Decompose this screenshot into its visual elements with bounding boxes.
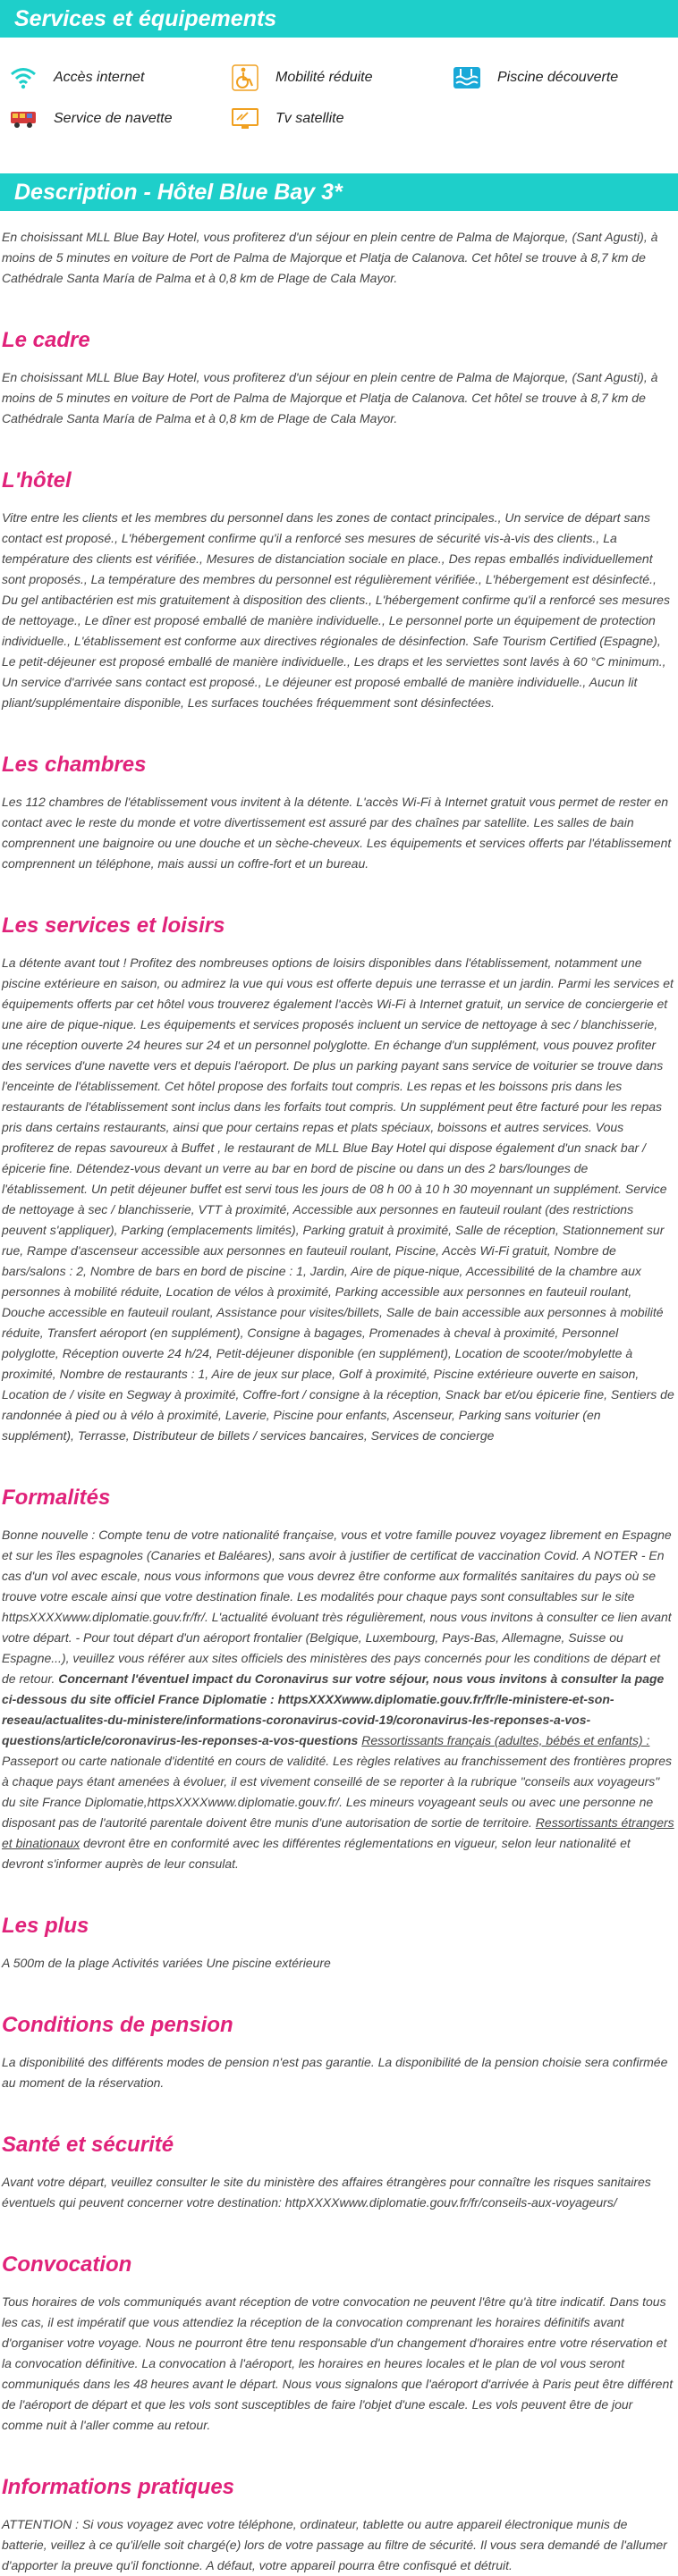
formalites-underline-2: Ressortissants étrangers et binationaux (2, 1815, 674, 1850)
service-item-pool (453, 57, 674, 98)
section-title-infos: Informations pratiques (2, 2475, 235, 2499)
formalites-underline-1: Ressortissants français (adultes, bébés et enfants) : (361, 1733, 650, 1747)
section-text-plus: A 500m de la plage Activités variées Une piscine extérieure (2, 1956, 331, 1970)
section-title-plus: Les plus (2, 1914, 89, 1938)
service-item-shuttle (9, 98, 231, 139)
service-label: Mobilité réduite (275, 70, 373, 85)
formalites-part-3: devront être en conformité avec les différentes réglementations en vigueur, selon leur nationalité et devront s'informer auprès de leur consulat. (2, 1836, 631, 1871)
wifi-icon (9, 64, 38, 91)
services-banner: Services et équipements (0, 0, 678, 38)
service-label: Accès internet (54, 70, 145, 85)
section-title-formalites: Formalités (2, 1486, 111, 1510)
tv-icon (231, 105, 259, 132)
section-text-convocation: Tous horaires de vols communiqués avant réception de votre convocation ne peuvent l'être qu'à titre indicatif. Dans tous les cas, il est impératif que vous attendiez la réception de la convocation comprenant les horaires définitifs avant d'organiser votre voyage. Nous ne pourront être tenu responsable d'un changement d'horaires entre votre réservation et la convocation définitive. La convocation à l'aéroport, les horaires en heures locales et le plan de vol vous seront communiqués dans les 48 heures avant le départ. Nous vous signalons que l'aéroport d'arrivée à Paris peut être différent de l'aéroport de départ et que les vols sont susceptibles de faire l'objet d'une escale. Les vols peuvent être de jour comme nuit à l'aller comme au retour. (2, 2294, 674, 2432)
formalites-part-1: Bonne nouvelle : Compte tenu de votre nationalité française, vous et votre famille pouvez voyagez librement en Espagne et sur les îles espagnoles (Canaries et Baléares), sans avoir à justifier de certificat de vaccination Covid. A NOTER - En cas d'un vol avec escale, nous vous informons que vous devrez être conforme aux formalités sanitaires du pays où se trouve votre escale ainsi que votre destination finale. Les modalités pour chaque pays sont consultables sur le site httpsXXXXwww.diplomatie.gouv.fr/fr/. L'actualité évoluant très régulièrement, nous vous invitons à consulter ce lien avant votre départ. - Pour tout départ d'un aéroport frontalier (Belgique, Luxembourg, Pays-Bas, Allemagne, Suisse ou Espagne...), veuillez vous référer aux sites officiels des ministères des pays concernés pour les conditions de départ et de retour. (2, 1528, 672, 1686)
services-list (0, 38, 678, 156)
section-title-cadre: Le cadre (2, 328, 90, 352)
section-title-chambres: Les chambres (2, 753, 147, 777)
section-text-chambres: Les 112 chambres de l'établissement vous invitent à la détente. L'accès Wi-Fi à Internet gratuit vous permet de rester en contact avec le reste du monde et votre divertissement est assuré par des chaînes par satellite. Les salles de bain comprennent une baignoire ou une douche et un sèche-cheveux. Les équipements et services offerts par l'établissement comprennent un téléphone, mais aussi un coffre-fort et un bureau. (2, 795, 672, 871)
formalites-bold-link[interactable]: Concernant l'éventuel impact du Coronavirus sur votre séjour, nous vous invitons à consulter la page ci-dessous du site officiel France Diplomatie : httpsXXXXwww.diplomatie.gouv.fr/fr/le-ministere-et-son-reseau/actualites-du-ministere/informations-coronavirus-covid-19/coronavirus-les-reponses-a-vos-questions/article/coronavirus-les-reponses-a-vos-questions (2, 1671, 665, 1747)
service-label: Tv satellite (275, 111, 344, 126)
service-label: Service de navette (54, 111, 173, 126)
intro-text: En choisissant MLL Blue Bay Hotel, vous profiterez d'un séjour en plein centre de Palma de Majorque, (Sant Agusti), à moins de 5 minutes en voiture de Port de Palma de Majorque et Platja de Calanova. Cet hôtel se trouve à 8,7 km de Cathédrale Santa María de Palma et à 0,8 km de Plage de Cala Mayor. (2, 230, 658, 285)
section-text-hotel: Vitre entre les clients et les membres du personnel dans les zones de contact principales., Un service de départ sans contact est proposé., L'hébergement confirme qu'il a renforcé ses mesures de sécurité vis-à-vis des clients., La température des clients est vérifiée., Mesures de distanciation sociale en place., Des repas emballés individuellement sont proposés., La température des membres du personnel est régulièrement vérifiée., L'hébergement est désinfecté., Du gel antibactérien est mis gratuitement à disposition des clients., L'hébergement confirme qu'il a renforcé ses mesures de nettoyage., Le dîner est proposé emballé de manière individuelle., Le personnel porte un équipement de protection individuelle., L'établissement est conforme aux directives régionales de désinfection. Safe Tourism Certified (Espagne), Le petit-déjeuner est proposé emballé de manière individuelle., Les draps et les serviettes sont lavés à 60 °C minimum., Un service d'arrivée sans contact est proposé., Le déjeuner est proposé emballé de manière individuelle., Aucun lit pliant/supplémentaire disponible, Les surfaces touchées fréquemment sont désinfectées. (2, 510, 670, 710)
formalites-part-2: Passeport ou carte nationale d'identité en cours de validité. Les règles relatives au franchissement des frontières propres à chaque pays étant amenées à évoluer, il est vivement conseillé de se reporter à la rubrique "conseils aux voyageurs" du site France Diplomatie,httpsXXXXwww.diplomatie.gouv.fr/. Les mineurs voyageant seuls ou avec une personne ne disposant pas de l'autorité parentale doivent être munis d'une autorisation de sortie de territoire. (2, 1754, 672, 1830)
shuttle-icon (9, 105, 38, 132)
section-title-sante: Santé et sécurité (2, 2133, 174, 2157)
section-title-hotel: L'hôtel (2, 468, 72, 492)
description-banner: Description - Hôtel Blue Bay 3* (0, 173, 678, 211)
service-item-tv (231, 98, 453, 139)
service-label: Piscine découverte (497, 70, 619, 85)
section-text-pension: La disponibilité des différents modes de pension n'est pas garantie. La disponibilité de la pension choisie sera confirmée au moment de la réservation. (2, 2055, 668, 2090)
section-text-infos: ATTENTION : Si vous voyagez avec votre téléphone, ordinateur, tablette ou autre appareil électronique munis de batterie, veillez à ce qu'il/elle soit chargé(e) lors de votre passage au filtre de sécurité. Il vous sera demandé de l'allumer d'apporter la preuve qu'il fonctionne. A défaut, votre appareil pourra être confisqué et détruit. (2, 2517, 667, 2572)
section-text-sante: Avant votre départ, veuillez consulter le site du ministère des affaires étrangères pour connaître les risques sanitaires éventuels qui peuvent concerner votre destination: httpXXXXwww.diplomatie.gouv.fr/fr/conseils-aux-voyageurs/ (2, 2175, 651, 2210)
section-title-loisirs: Les services et loisirs (2, 913, 225, 938)
service-item-internet (9, 57, 231, 98)
pool-icon (453, 64, 481, 91)
service-item-mobility (231, 57, 453, 98)
section-title-pension: Conditions de pension (2, 2013, 233, 2037)
section-text-cadre: En choisissant MLL Blue Bay Hotel, vous profiterez d'un séjour en plein centre de Palma de Majorque, (Sant Agusti), à moins de 5 minutes en voiture de Port de Palma de Majorque et Platja de Calanova. Cet hôtel se trouve à 8,7 km de Cathédrale Santa María de Palma et à 0,8 km de Plage de Cala Mayor. (2, 370, 658, 425)
section-title-convocation: Convocation (2, 2252, 132, 2277)
wheelchair-icon (231, 64, 259, 91)
section-text-loisirs: La détente avant tout ! Profitez des nombreuses options de loisirs disponibles dans l'établissement, notamment une piscine extérieure en saison, ou admirez la vue qui vous est offerte depuis une terrasse et un jardin. Parmi les services et équipements offerts par cet hôtel vous trouverez également l'accès Wi-Fi à Internet gratuit, un service de conciergerie et une aire de pique-nique. Les équipements et services proposés incluent un service de nettoyage à sec / blanchisserie, une réception ouverte 24 heures sur 24 et un personnel polyglotte. En échange d'un supplément, vous pouvez profiter des services d'une navette vers et depuis l'aéroport. De plus un parking payant sans service de voiturier se trouve dans l'enceinte de l'établissement. Cet hôtel propose des forfaits tout compris. Les repas et les boissons pris dans les restaurants de l'établissement sont inclus dans les forfaits tout compris. Un supplément peut être facturé pour les repas pris dans certains restaurants, ainsi que pour certains repas et plats spéciaux, boissons et autres services. Vous profiterez de repas savoureux à Buffet , le restaurant de MLL Blue Bay Hotel qui dispose également d'un snack bar / épicerie fine. Détendez-vous devant un verre au bar en bord de piscine ou dans un des 2 bars/lounges de l'établissement. Un petit déjeuner buffet est servi tous les jours de 08 h 00 à 10 h 30 moyennant un supplément. Service de nettoyage à sec / blanchisserie, VTT à proximité, Accessible aux personnes en fauteuil roulant (des restrictions peuvent s'appliquer), Parking (emplacements limités), Parking gratuit à proximité, Salle de réception, Stationnement sur rue, Rampe d'ascenseur accessible aux personnes en fauteuil roulant, Piscine, Accès Wi-Fi gratuit, Nombre de bars/salons : 2, Nombre de bars en bord de piscine : 1, Jardin, Aire de pique-nique, Accessibilité de la chambre aux personnes à mobilité réduite, Location de vélos à proximité, Parking accessible aux personnes en fauteuil roulant, Douche accessible en fauteuil roulant, Assistance pour visites/billets, Salle de bain accessible aux personnes à mobilité réduite, Transfert aéroport (en supplément), Consigne à bagages, Promenades à cheval à proximité, Personnel polyglotte, Réception ouverte 24 h/24, Petit-déjeuner disponible (en supplément), Location de scooter/mobylette à proximité, Nombre de restaurants : 1, Aire de jeux sur place, Golf à proximité, Piscine extérieure ouverte en saison, Location de / visite en Segway à proximité, Coffre-fort / consigne à la réception, Snack bar et/ou épicerie fine, Sentiers de randonnée à pied ou à vélo à proximité, Laverie, Piscine pour enfants, Ascenseur, Parking sans voiturier (en supplément), Terrasse, Distributeur de billets / services bancaires, Services de concierge (2, 955, 674, 1443)
section-text-formalites (0, 1525, 678, 1874)
